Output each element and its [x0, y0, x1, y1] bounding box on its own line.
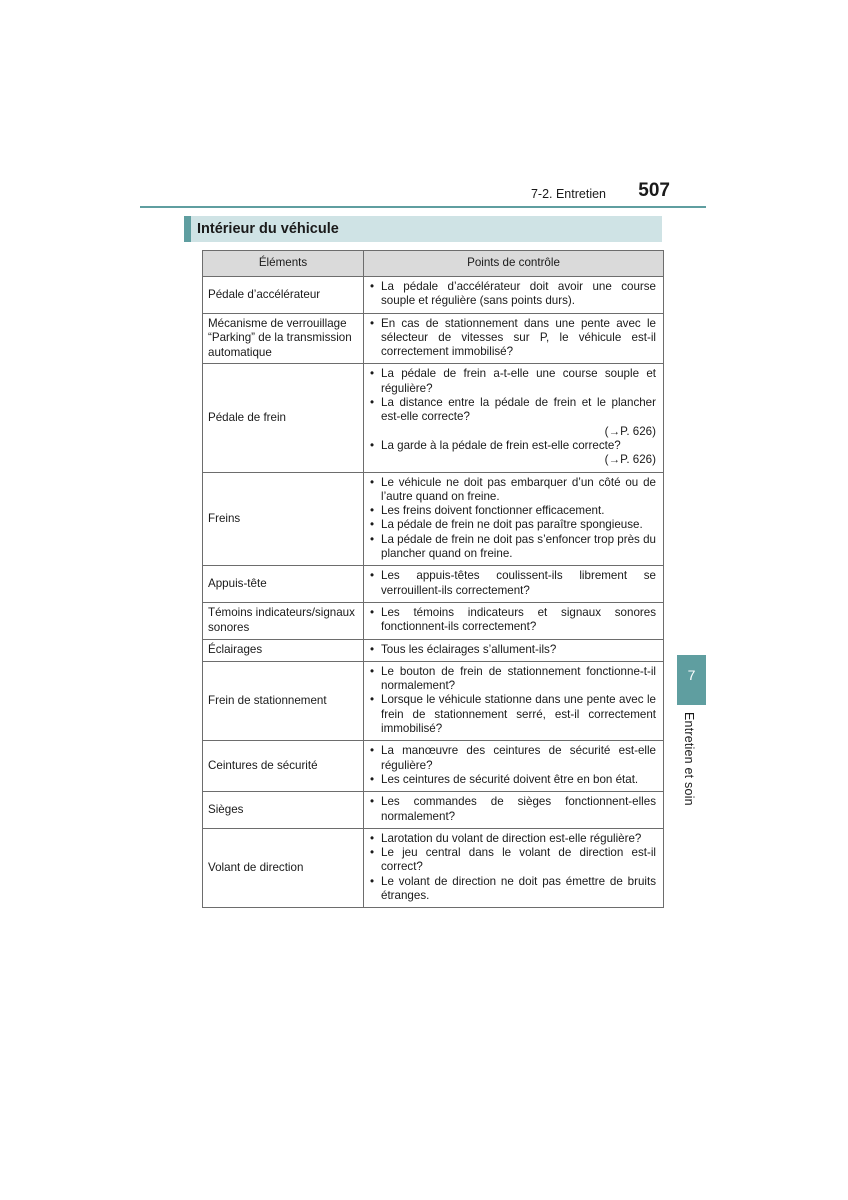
- table-row: [203, 639, 664, 661]
- page-number: 507: [638, 180, 670, 201]
- checkpoint-item: [369, 744, 656, 773]
- item-cell: Freins: [203, 472, 364, 566]
- checkpoint-item: [369, 773, 656, 787]
- item-cell: Volant de direction: [203, 828, 364, 907]
- checkpoint-text: La manœuvre des ceintures de sécurité est-elle régulière?: [381, 744, 656, 772]
- checkpoint-text: En cas de stationnement dans une pente avec le sélecteur de vitesses sur P, le véhicule est-il correctement immobilisé?: [381, 316, 656, 359]
- checkpoint-item: [369, 795, 656, 824]
- checkpoint-item: [369, 317, 656, 360]
- checkpoint-text: Larotation du volant de direction est-elle régulière?: [381, 831, 642, 845]
- checkpoint-item: [369, 606, 656, 635]
- checkpoint-text: Les témoins indicateurs et signaux sonores fonctionnent-ils correctement?: [381, 605, 656, 634]
- checkpoint-list: [369, 569, 656, 598]
- table-body: [203, 277, 664, 908]
- page-header: [140, 176, 706, 208]
- table-header-row: [203, 251, 664, 277]
- checkpoint-text: La pédale de frein a-t-elle une course souple et régulière?: [381, 367, 656, 395]
- checkpoints-cell: [364, 277, 664, 314]
- item-cell: Frein de stationnement: [203, 661, 364, 740]
- checkpoint-item: [369, 533, 656, 562]
- checkpoint-item: [369, 569, 656, 598]
- item-cell: Mécanisme de verrouillage “Parking” de la transmission automatique: [203, 313, 364, 364]
- checkpoint-item: [369, 439, 656, 468]
- checkpoint-list: [369, 643, 656, 657]
- item-cell: Éclairages: [203, 639, 364, 661]
- checkpoint-item: [369, 396, 656, 439]
- checkpoint-text: Le volant de direction ne doit pas émettre de bruits étranges.: [381, 874, 656, 902]
- column-header-checkpoints: Points de contrôle: [364, 251, 664, 277]
- table-row: [203, 828, 664, 907]
- table-row: [203, 741, 664, 792]
- item-cell: Appuis-tête: [203, 566, 364, 603]
- checkpoint-list: [369, 832, 656, 903]
- item-cell: Pédale d’accélérateur: [203, 277, 364, 314]
- checkpoints-cell: [364, 313, 664, 364]
- checkpoint-text: La pédale d’accélérateur doit avoir une course souple et régulière (sans points durs).: [381, 280, 656, 308]
- checkpoints-cell: [364, 472, 664, 566]
- checkpoint-text: Les appuis-têtes coulissent-ils librement se verrouillent-ils correctement?: [381, 569, 656, 597]
- section-title: 7-2. Entretien: [530, 187, 606, 201]
- page-reference: (→P. 626): [604, 424, 656, 438]
- checkpoint-text: Le véhicule ne doit pas embarquer d’un côté ou de l’autre quand on freine.: [381, 475, 656, 503]
- item-cell: Pédale de frein: [203, 364, 364, 472]
- checkpoint-text: Les ceintures de sécurité doivent être en bon état.: [381, 772, 639, 786]
- chapter-number: 7: [687, 667, 696, 683]
- chapter-tab: [677, 655, 706, 705]
- checkpoint-text: La distance entre la pédale de frein et le plancher est-elle correcte?: [381, 396, 656, 424]
- checkpoint-list: [369, 280, 656, 309]
- checkpoint-text: La pédale de frein ne doit pas paraître spongieuse.: [381, 518, 643, 532]
- checkpoint-item: [369, 665, 656, 694]
- column-header-items: Éléments: [203, 251, 364, 277]
- table-row: [203, 472, 664, 566]
- checkpoints-cell: [364, 792, 664, 829]
- checkpoint-item: [369, 846, 656, 875]
- checkpoint-item: [369, 504, 656, 518]
- table-row: [203, 566, 664, 603]
- checkpoint-item: [369, 693, 656, 736]
- table-row: [203, 277, 664, 314]
- checkpoint-item: [369, 643, 656, 657]
- chapter-label: Entretien et soin: [682, 712, 696, 806]
- checkpoint-item: [369, 280, 656, 309]
- checkpoint-item: [369, 875, 656, 904]
- checkpoint-text: Lorsque le véhicule stationne dans une pente avec le frein de stationnement serré, est-il correctement immobilisé?: [381, 693, 656, 736]
- checkpoint-item: [369, 476, 656, 505]
- checkpoint-list: [369, 744, 656, 787]
- checkpoints-cell: [364, 661, 664, 740]
- checkpoint-list: [369, 476, 656, 562]
- table-row: [203, 661, 664, 740]
- header-rule: [140, 206, 706, 208]
- checkpoint-list: [369, 317, 656, 360]
- checkpoints-cell: [364, 364, 664, 472]
- checkpoint-text: Le jeu central dans le volant de direction est-il correct?: [381, 846, 656, 874]
- checkpoints-cell: [364, 639, 664, 661]
- checkpoint-text: Tous les éclairages s’allument-ils?: [381, 642, 557, 656]
- inspection-table: [202, 250, 664, 908]
- checkpoint-item: [369, 367, 656, 396]
- section-heading: [184, 216, 662, 242]
- item-cell: Témoins indicateurs/signaux sonores: [203, 602, 364, 639]
- table-row: [203, 792, 664, 829]
- checkpoint-list: [369, 606, 656, 635]
- checkpoint-text: La pédale de frein ne doit pas s’enfoncer trop près du plancher quand on freine.: [381, 532, 656, 561]
- checkpoint-item: [369, 518, 656, 532]
- table-row: [203, 364, 664, 472]
- checkpoints-cell: [364, 602, 664, 639]
- checkpoint-text: La garde à la pédale de frein est-elle correcte?: [381, 438, 621, 452]
- item-cell: Sièges: [203, 792, 364, 829]
- table-row: [203, 313, 664, 364]
- section-heading-text: Intérieur du véhicule: [197, 221, 339, 237]
- page-reference: (→P. 626): [604, 453, 656, 467]
- checkpoint-text: Le bouton de frein de stationnement fonctionne-t-il normalement?: [381, 664, 656, 693]
- checkpoints-cell: [364, 741, 664, 792]
- checkpoint-list: [369, 367, 656, 467]
- checkpoint-list: [369, 795, 656, 824]
- checkpoints-cell: [364, 566, 664, 603]
- checkpoint-text: Les freins doivent fonctionner efficacement.: [381, 504, 605, 518]
- table-row: [203, 602, 664, 639]
- item-cell: Ceintures de sécurité: [203, 741, 364, 792]
- checkpoint-item: [369, 832, 656, 846]
- checkpoints-cell: [364, 828, 664, 907]
- checkpoint-text: Les commandes de sièges fonctionnent-elles normalement?: [381, 795, 656, 823]
- checkpoint-list: [369, 665, 656, 736]
